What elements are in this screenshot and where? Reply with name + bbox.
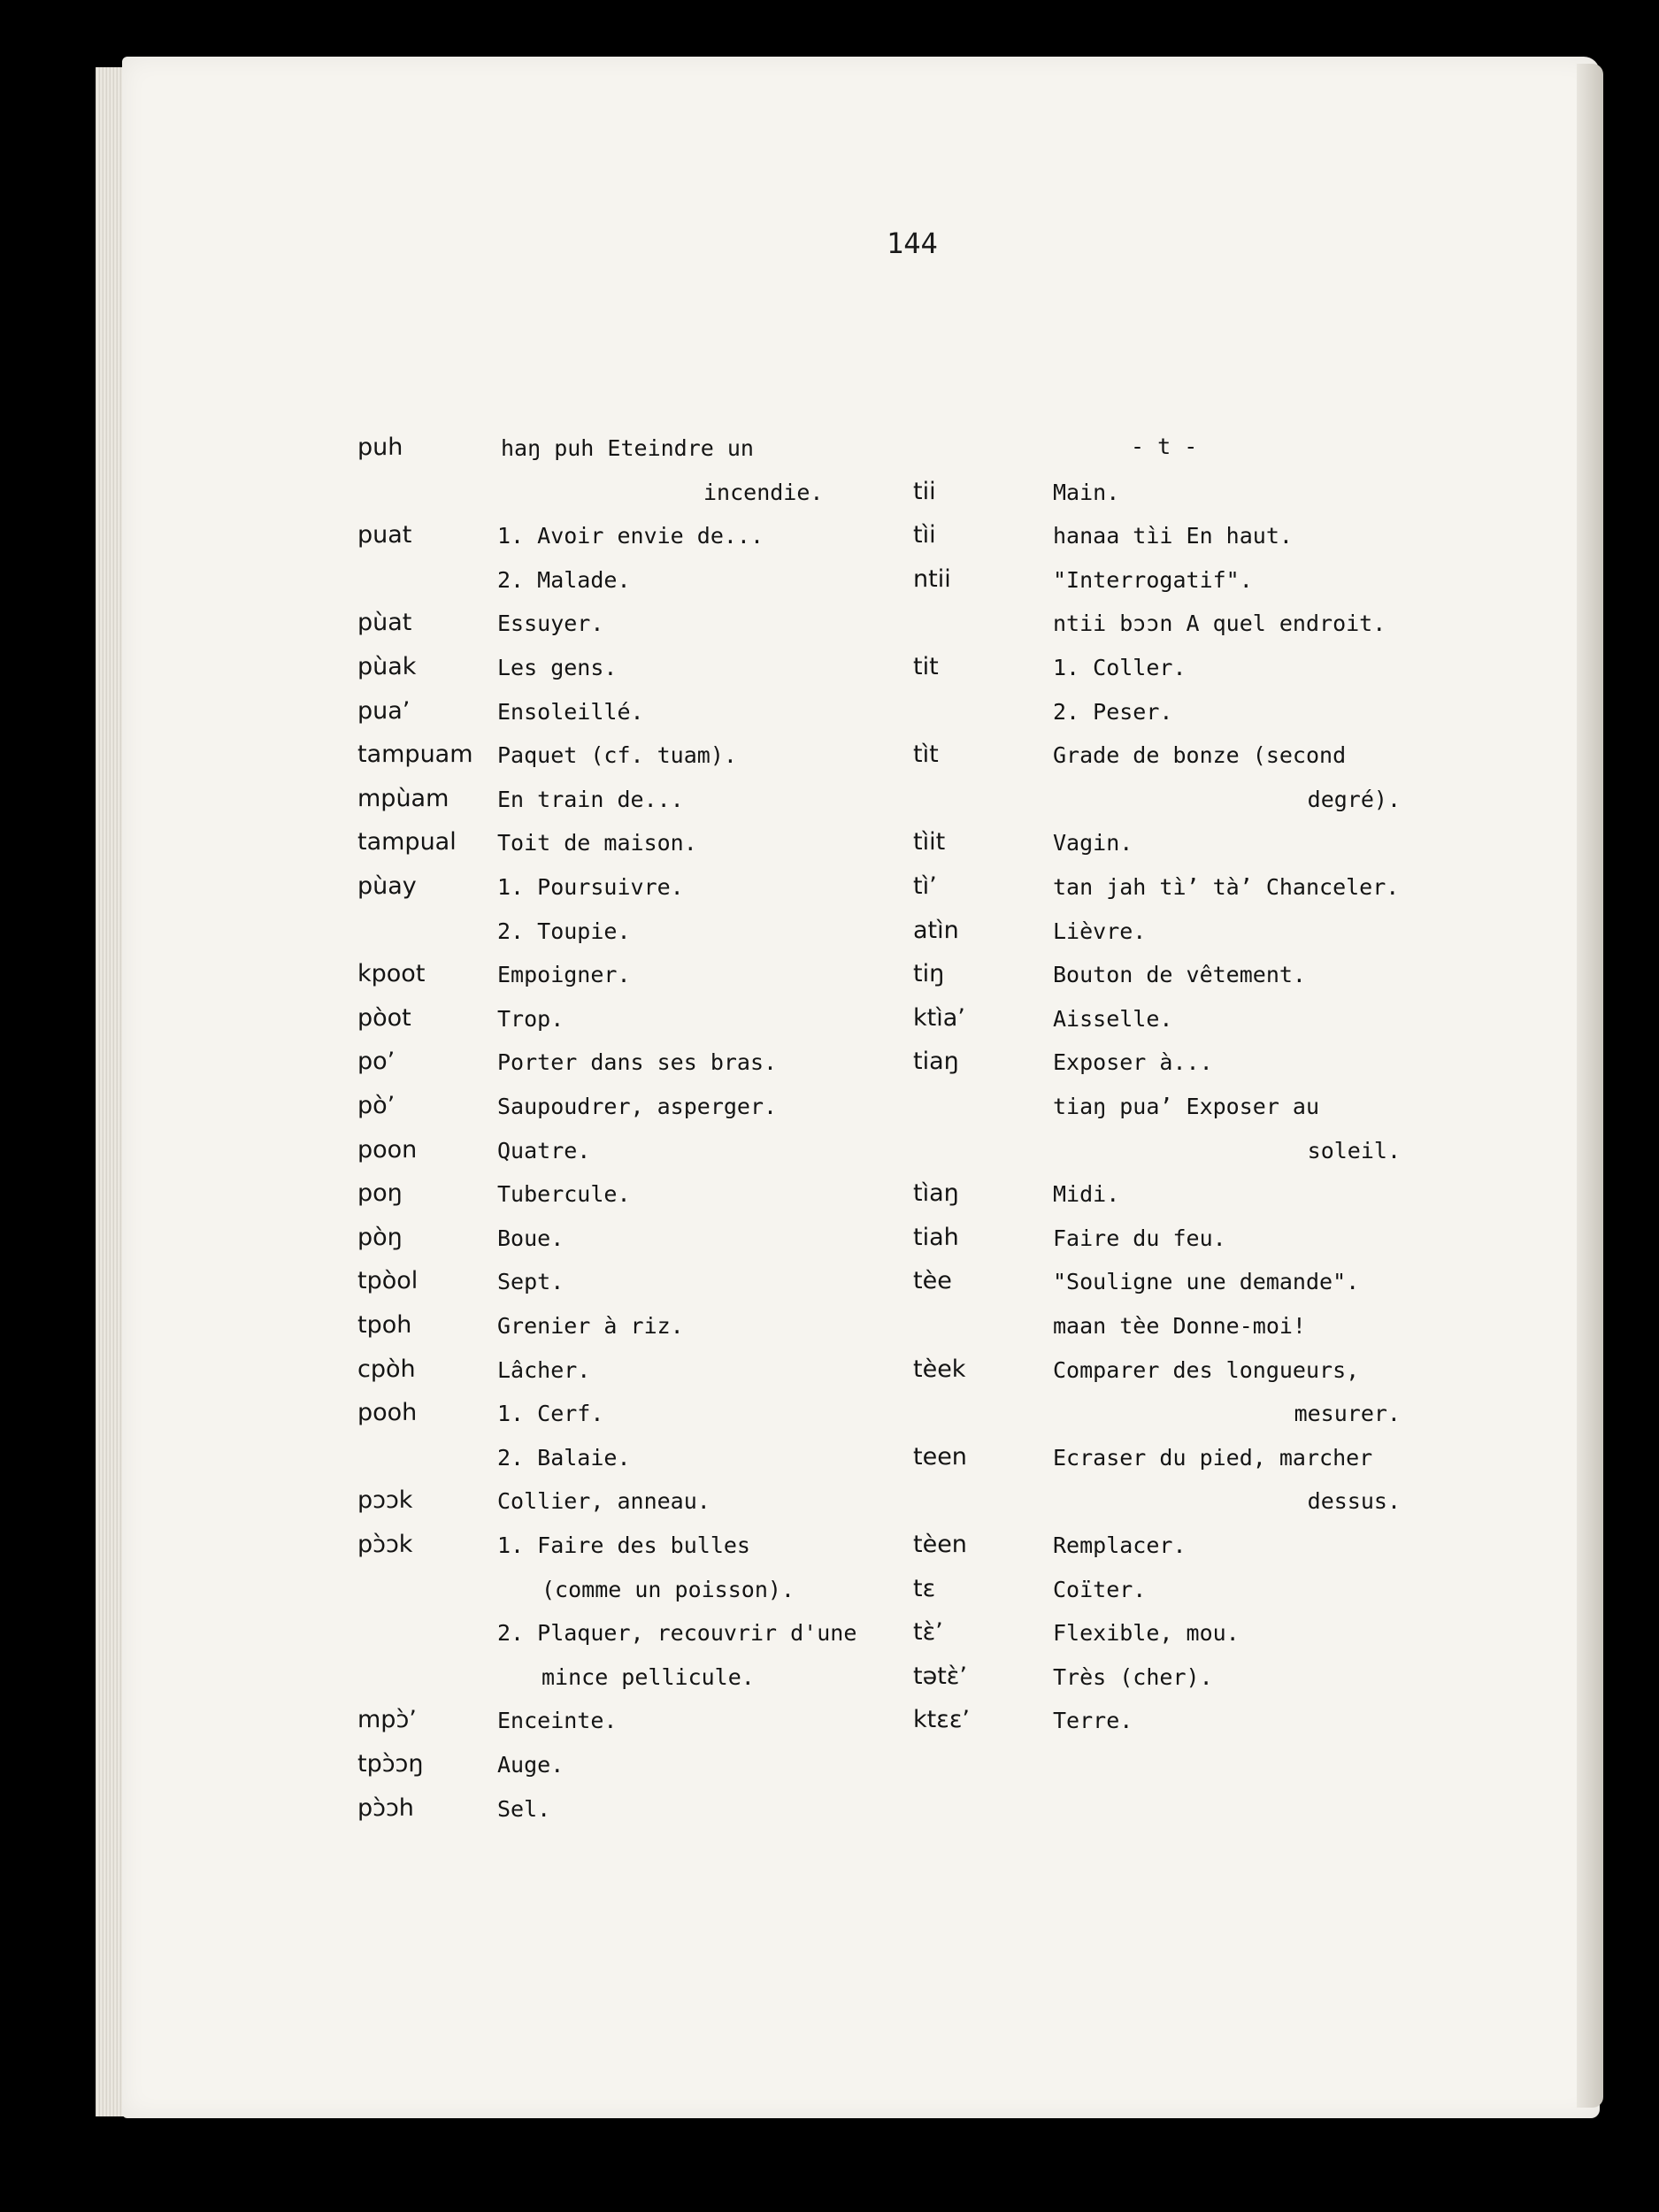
left-headword: puh [357,434,403,461]
left-headword: pòot [357,1003,411,1032]
left-headword: tampuam [357,741,473,769]
left-gloss: 1. Avoir envie de... [497,523,764,549]
right-gloss: degré). [1307,786,1401,812]
right-gloss: tiaŋ pua’ Exposer au [1053,1094,1320,1119]
left-gloss: incendie. [703,479,824,505]
right-gloss: Ecraser du pied, marcher [1053,1444,1373,1471]
right-gloss: Aisselle. [1053,1005,1173,1032]
right-headword: ntii [913,565,951,593]
left-headword: tpɔ̀ɔŋ [357,1750,424,1778]
right-gloss: soleil. [1307,1137,1401,1164]
right-headword: tətɛ̀’ [913,1662,967,1690]
right-gloss: Coïter. [1053,1576,1147,1602]
left-headword: pɔ̀ɔh [357,1793,414,1822]
right-headword: tiŋ [913,960,945,988]
left-headword: mpɔ̀’ [357,1706,417,1734]
right-headword: tìit [913,828,946,856]
left-gloss: Tubercule. [497,1181,631,1208]
left-gloss: Toit de maison. [497,830,697,856]
left-gloss: Lâcher. [497,1356,591,1383]
left-headword: pooh [357,1399,418,1427]
left-headword: pua’ [357,696,411,725]
left-headword: tpòol [357,1267,419,1295]
right-headword: tii [913,477,936,505]
left-headword: puat [357,521,412,549]
right-gloss: Vagin. [1053,830,1133,856]
left-gloss: Ensoleillé. [497,698,644,725]
right-gloss: hanaa tìi En haut. [1053,523,1293,549]
left-headword: pùay [357,872,417,900]
left-headword: pò’ [357,1092,396,1119]
right-gloss: tan jah tì’ tà’ Chanceler. [1053,874,1400,900]
right-headword: atìn [913,916,959,944]
page-number: 144 [887,227,938,260]
right-gloss: Lièvre. [1053,918,1147,944]
right-gloss: mesurer. [1294,1401,1401,1427]
left-headword: tampual [357,828,457,856]
right-headword: tɛ [913,1574,936,1602]
right-gloss: 1. Coller. [1053,655,1187,680]
left-headword: pɔɔk [357,1486,413,1515]
right-headword: tìt [913,741,939,769]
left-gloss: Paquet (cf. tuam). [497,742,737,769]
left-gloss: haŋ puh Eteindre un [501,435,754,461]
right-headword: tì’ [913,872,937,900]
left-gloss: Trop. [497,1005,565,1032]
right-headword: tèe [913,1267,952,1295]
left-headword: kpoot [357,960,426,988]
left-gloss: mince pellicule. [541,1663,755,1690]
left-gloss: Quatre. [497,1137,591,1164]
left-gloss: Enceinte. [497,1708,618,1734]
left-headword: cpòh [357,1355,416,1383]
section-t-header: - t - [1131,434,1198,459]
book-page [122,57,1600,2118]
page-curl-shadow [1577,64,1603,2108]
left-gloss: Boue. [497,1225,565,1251]
right-gloss: "Souligne une demande". [1053,1269,1360,1295]
right-headword: tìaŋ [913,1179,959,1208]
right-headword: tèen [913,1531,967,1558]
right-headword: ktɛɛ’ [913,1706,970,1734]
right-gloss: maan tèe Donne-moi! [1053,1313,1306,1339]
left-gloss: Essuyer. [497,611,604,637]
left-headword: pùak [357,653,417,680]
right-headword: teen [913,1442,967,1471]
left-headword: pùat [357,609,412,637]
right-headword: ktìa’ [913,1003,965,1032]
right-headword: tiah [913,1223,959,1251]
left-gloss: 2. Balaie. [497,1444,631,1471]
left-gloss: 1. Cerf. [497,1401,604,1427]
right-gloss: Faire du feu. [1053,1225,1226,1251]
right-headword: tɛ̀’ [913,1618,943,1647]
right-gloss: "Interrogatif". [1053,566,1253,593]
left-gloss: 1. Faire des bulles [497,1532,750,1558]
left-gloss: Porter dans ses bras. [497,1049,778,1076]
left-headword: po’ [357,1048,396,1076]
right-headword: tit [913,653,939,680]
right-gloss: Flexible, mou. [1053,1620,1240,1647]
right-gloss: Très (cher). [1053,1663,1213,1690]
left-headword: poŋ [357,1179,403,1208]
left-gloss: (comme un poisson). [541,1576,795,1602]
right-gloss: 2. Peser. [1053,698,1173,725]
right-headword: tiaŋ [913,1048,959,1076]
left-gloss: Sept. [497,1269,565,1295]
left-gloss: Auge. [497,1752,565,1778]
right-gloss: Bouton de vêtement. [1053,962,1306,988]
left-gloss: 2. Malade. [497,566,631,593]
left-gloss: Empoigner. [497,962,631,988]
left-gloss: 2. Toupie. [497,918,631,944]
left-gloss: 2. Plaquer, recouvrir d'une [497,1620,857,1647]
right-gloss: Comparer des longueurs, [1053,1356,1360,1383]
left-gloss: Grenier à riz. [497,1313,684,1339]
left-gloss: Saupoudrer, asperger. [497,1094,778,1119]
left-headword: tpoh [357,1311,412,1339]
left-headword: mpùam [357,784,449,812]
right-gloss: Main. [1053,479,1120,505]
right-headword: tèek [913,1355,966,1383]
right-gloss: Exposer à... [1053,1049,1213,1076]
left-headword: pɔ̀ɔk [357,1531,413,1558]
left-gloss: En train de... [497,786,684,812]
right-gloss: Grade de bonze (second [1053,742,1347,769]
left-gloss: Les gens. [497,655,618,680]
right-gloss: ntii bɔɔn A quel endroit. [1053,611,1386,637]
left-headword: pòŋ [357,1223,403,1251]
left-gloss: Collier, anneau. [497,1488,710,1515]
right-gloss: Terre. [1053,1708,1133,1734]
left-gloss: Sel. [497,1795,551,1822]
right-gloss: dessus. [1307,1488,1401,1515]
right-gloss: Remplacer. [1053,1532,1187,1558]
right-headword: tìi [913,521,936,549]
left-headword: poon [357,1135,418,1164]
right-gloss: Midi. [1053,1181,1120,1208]
left-gloss: 1. Poursuivre. [497,874,684,900]
